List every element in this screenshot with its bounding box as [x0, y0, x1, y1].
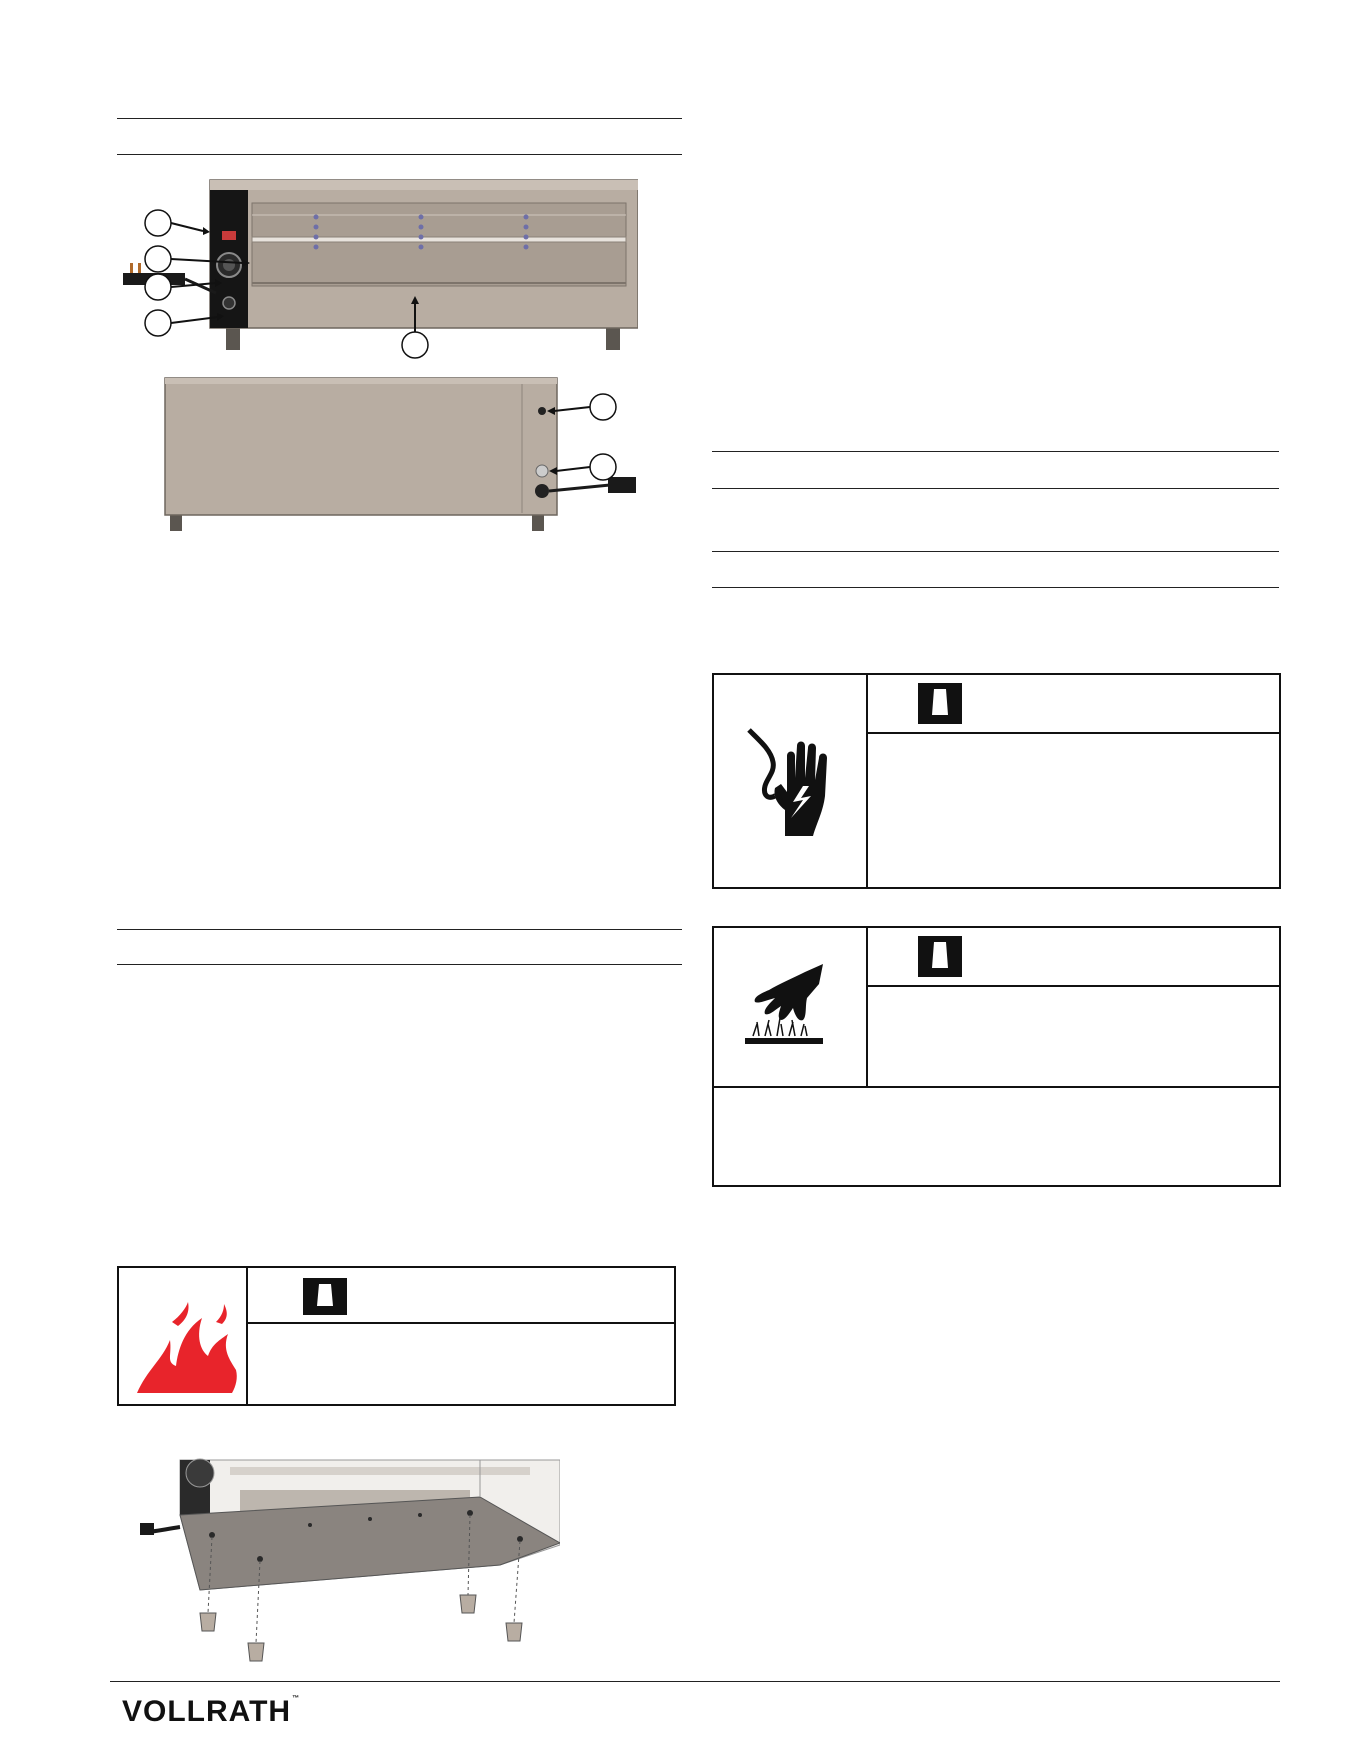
section-rule-right-4: [712, 587, 1279, 588]
fire-warning-header-rule: [246, 1322, 676, 1324]
safety-signal-panel-icon: [918, 683, 962, 729]
vollrath-wordmark: VOLLRATH: [122, 1695, 292, 1728]
vollrath-logo: [122, 1695, 300, 1729]
section-rule-mid-2: [117, 964, 682, 965]
hot-surface-header-rule: [866, 985, 1281, 987]
safety-signal-panel-icon: [303, 1278, 347, 1320]
fire-hazard-icon: [132, 1300, 240, 1400]
oven-front-figure: [118, 175, 638, 365]
electric-shock-divider: [866, 673, 868, 889]
section-rule-top-1: [117, 118, 682, 119]
footer-rule: [110, 1681, 1280, 1682]
electric-shock-hand-icon: [745, 726, 837, 843]
oven-back-figure: [160, 373, 640, 533]
trademark-mark: ™: [292, 1695, 301, 1702]
oven-feet-figure: [140, 1455, 560, 1670]
section-rule-right-2: [712, 488, 1279, 489]
section-rule-top-2: [117, 154, 682, 155]
fire-warning-divider: [246, 1266, 248, 1406]
section-rule-right-3: [712, 551, 1279, 552]
hot-surface-footer-rule: [712, 1086, 1281, 1088]
hot-surface-hand-icon: [745, 962, 823, 1055]
electric-shock-header-rule: [866, 732, 1281, 734]
safety-signal-panel-icon: [918, 936, 962, 982]
section-rule-right-1: [712, 451, 1279, 452]
section-rule-mid-1: [117, 929, 682, 930]
hot-surface-divider: [866, 926, 868, 1086]
